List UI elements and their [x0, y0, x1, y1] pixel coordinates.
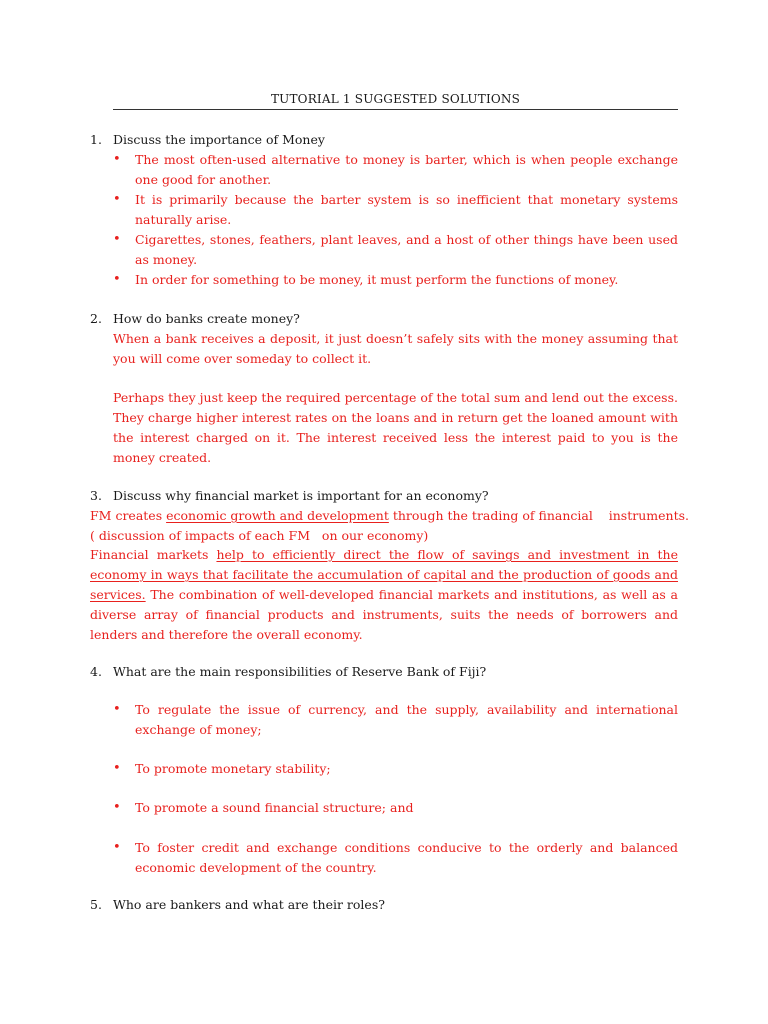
title-rule	[113, 109, 678, 110]
question-5	[90, 895, 385, 915]
answer-text: Financial markets	[90, 547, 217, 562]
q2-answer-paragraph-1: When a bank receives a deposit, it just doesn’t safely sits with the money assuming that you will come over someday to collect it.	[113, 331, 678, 366]
question-number: 1.	[90, 132, 102, 147]
bullet-text: To regulate the issue of currency, and the supply, availability and international exchange of money;	[135, 702, 678, 737]
bullet-icon: •	[113, 192, 121, 207]
answer-text: FM creates	[90, 508, 167, 523]
question-text: Discuss why financial market is important for an economy?	[113, 488, 489, 503]
q1-bullet-4	[113, 270, 678, 290]
question-number: 4.	[90, 664, 102, 679]
bullet-icon: •	[113, 840, 121, 855]
bullet-text: To foster credit and exchange conditions conducive to the orderly and balanced economic development of the country.	[135, 840, 678, 875]
q2-answer-paragraph-2: Perhaps they just keep the required percentage of the total sum and lend out the excess. They charge higher interest rates on the loans and in return get the loaned amount with the interest charged on it. The interest received less the interest paid to you is the money created.	[113, 390, 678, 465]
question-number: 2.	[90, 311, 102, 326]
question-1	[90, 130, 325, 150]
q4-bullet-4	[113, 838, 678, 878]
question-text: Discuss the importance of Money	[113, 132, 325, 147]
q4-bullet-1	[113, 700, 678, 740]
answer-text: The combination of well-developed financial markets and institutions, as well as a diverse array of financial products and instruments, suits the needs of borrowers and lenders and therefore the overall economy.	[90, 587, 678, 642]
bullet-icon: •	[113, 761, 121, 776]
bullet-text: Cigarettes, stones, feathers, plant leaves, and a host of other things have been used as money.	[135, 232, 678, 267]
q3-answer-note: ( discussion of impacts of each FM on our economy)	[90, 528, 429, 543]
question-number: 5.	[90, 897, 102, 912]
bullet-icon: •	[113, 152, 121, 167]
underlined-phrase: economic growth and development	[166, 508, 389, 523]
question-3	[90, 486, 489, 506]
question-text: How do banks create money?	[113, 311, 300, 326]
q4-bullet-2	[113, 759, 678, 779]
underlined-phrase: help to efficiently direct the flow of savings and investment in the economy in ways that facilitate the accumulation of capital and the production of goods and services.	[90, 547, 678, 602]
bullet-icon: •	[113, 702, 121, 717]
bullet-text: It is primarily because the barter system is so inefficient that monetary systems naturally arise.	[135, 192, 678, 227]
question-2	[90, 309, 300, 329]
question-text: What are the main responsibilities of Reserve Bank of Fiji?	[113, 664, 487, 679]
bullet-icon: •	[113, 232, 121, 247]
bullet-text: To promote a sound financial structure; and	[135, 800, 414, 815]
answer-text: through the trading of financial instruments.	[388, 508, 689, 523]
q1-bullet-1	[113, 150, 678, 190]
bullet-text: To promote monetary stability;	[135, 761, 331, 776]
q1-bullet-2	[113, 190, 678, 230]
question-4	[90, 662, 486, 682]
q3-answer-paragraph	[90, 545, 678, 645]
q3-answer-line-1	[90, 506, 689, 526]
q4-bullet-3	[113, 798, 678, 818]
q1-bullet-3	[113, 230, 678, 270]
bullet-icon: •	[113, 800, 121, 815]
bullet-text: In order for something to be money, it must perform the functions of money.	[135, 272, 619, 287]
bullet-icon: •	[113, 272, 121, 287]
bullet-text: The most often-used alternative to money is barter, which is when people exchange one good for another.	[135, 152, 678, 187]
question-number: 3.	[90, 488, 102, 503]
question-text: Who are bankers and what are their roles?	[113, 897, 385, 912]
document-title: TUTORIAL 1 SUGGESTED SOLUTIONS	[270, 92, 521, 106]
